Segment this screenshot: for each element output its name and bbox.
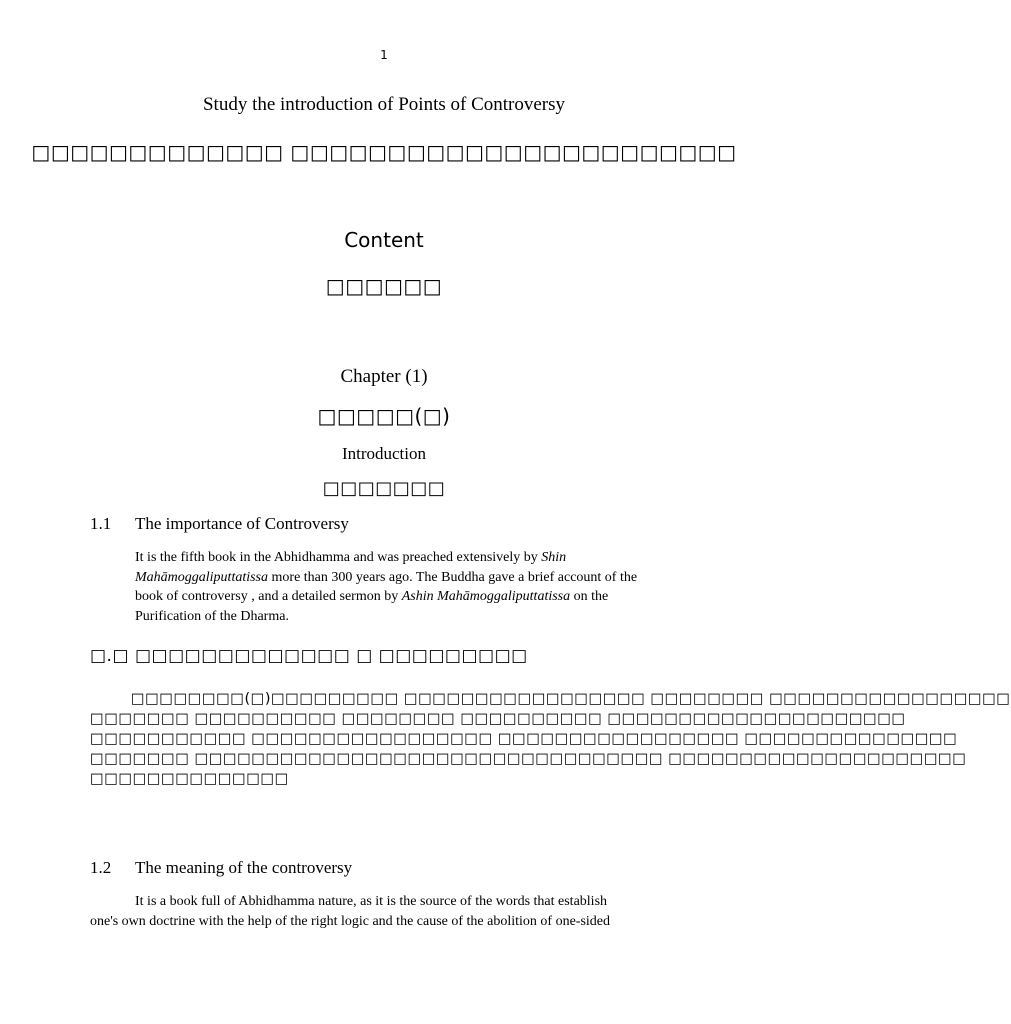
title-english: Study the introduction of Points of Controversy	[202, 94, 566, 115]
italic-name-text: Mahāmoggaliputtatissa	[135, 569, 269, 585]
paragraph-text: book of controversy , and a detailed sermon by	[135, 589, 402, 604]
italic-name-text: Shin	[541, 550, 567, 565]
paragraph-text: more than 300 years ago. The Buddha gave a brief account of the	[268, 569, 638, 585]
introduction-heading-myanmar: □□□□□□□	[322, 478, 446, 499]
content-heading-english: Content	[344, 228, 424, 252]
section-1-2-paragraph	[90, 892, 690, 931]
title-myanmar: □□□□□□□□□□□□□ □□□□□□□□□□□□□□□□□□□□□□□	[31, 140, 737, 164]
chapter-heading-english: Chapter (1)	[340, 366, 428, 387]
section-1-2-number: 1.2	[90, 858, 112, 877]
introduction-heading-english: Introduction	[341, 444, 427, 463]
section-1-1-mm-paragraph	[90, 689, 1011, 789]
section-1-1-mm-heading: □□□□□□□□□□□□□ □ □□□□□□□□□	[135, 646, 528, 666]
italic-name-text: Ashin Mahāmoggaliputtatissa	[401, 589, 571, 604]
paragraph-line: □□□□□□□□(□)□□□□□□□□□ □□□□□□□□□□□□□□□□□ □□□□□□□□ □□□□□□□□□□□□□□□□□	[90, 691, 1011, 707]
chapter-heading-myanmar: □□□□□(□)	[317, 404, 451, 428]
paragraph-line: □□□□□□□ □□□□□□□□□□□□□□□□□□□□□□□□□□□□□□□□□ □□□□□□□□□□□□□□□□□□□□□	[90, 751, 967, 767]
paragraph-line	[135, 568, 680, 588]
paragraph-text: Purification of the Dharma.	[135, 608, 289, 624]
paragraph-line	[135, 587, 680, 607]
paragraph-line: □□□□□□□ □□□□□□□□□□ □□□□□□□□ □□□□□□□□□□ □□□□□□□□□□□□□□□□□□□□□	[90, 711, 906, 727]
section-1-1-mm-number: □.□	[90, 646, 130, 666]
paragraph-line: □□□□□□□□□□□ □□□□□□□□□□□□□□□□□ □□□□□□□□□□□□□□□□□ □□□□□□□□□□□□□□□	[90, 731, 958, 747]
paragraph-text: on the	[570, 589, 609, 604]
paragraph-line: It is a book full of Abhidhamma nature, as it is the source of the words that establish	[135, 894, 608, 909]
page-number: 1	[380, 48, 388, 62]
paragraph-line: □□□□□□□□□□□□□□	[90, 771, 289, 787]
paragraph-line	[135, 548, 680, 568]
paragraph-line	[135, 607, 680, 627]
content-heading-myanmar: □□□□□□	[325, 274, 443, 298]
section-1-1-number: 1.1	[90, 514, 112, 533]
paragraph-text: It is the fifth book in the Abhidhamma and was preached extensively by	[135, 550, 542, 565]
section-1-2-heading: The meaning of the controversy	[135, 858, 353, 877]
section-1-1-heading: The importance of Controversy	[135, 514, 349, 533]
paragraph-line: one's own doctrine with the help of the right logic and the cause of the abolition of one-sided	[90, 913, 610, 929]
section-1-1-paragraph	[135, 548, 680, 626]
